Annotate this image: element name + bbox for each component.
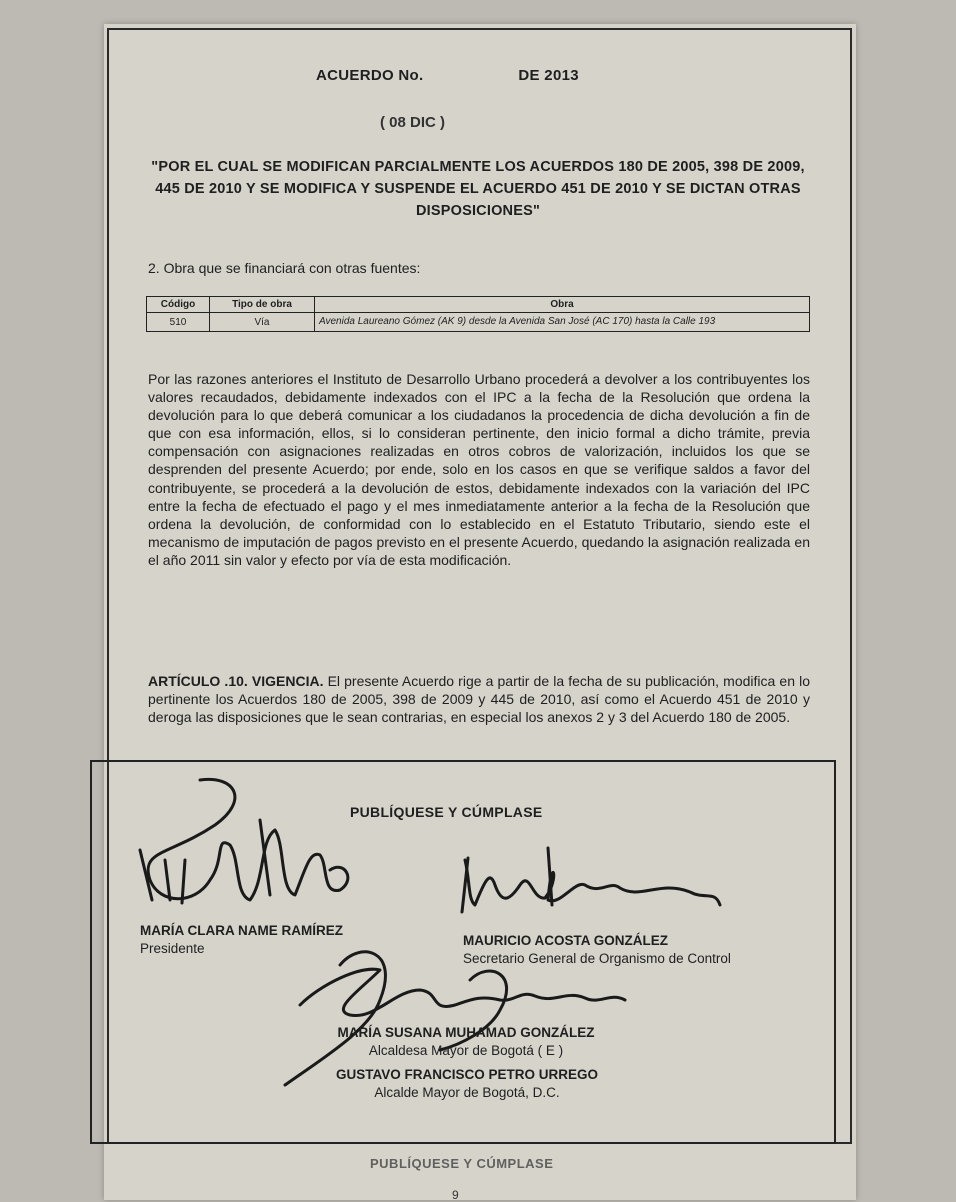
column-header-tipo: Tipo de obra (210, 297, 315, 313)
table-row (147, 313, 810, 332)
signer-presidente (140, 922, 343, 958)
acuerdo-number-stamp (428, 67, 514, 84)
acuerdo-label: ACUERDO No. (316, 67, 424, 84)
signer-name: MARÍA SUSANA MUHAMAD GONZÁLEZ (337, 1025, 595, 1040)
signer-name: GUSTAVO FRANCISCO PETRO URREGO (335, 1067, 598, 1082)
signer-role: Alcalde Mayor de Bogotá, D.C. (374, 1085, 560, 1100)
articulo-text: El presente Acuerdo rige a partir de la fecha de su publicación, modifica en lo pertinente los Acuerdos 180 de 2005, 398 de 2009 y 445 de 2010, así como el Acuerdo 451 de 2010 y deroga las disposiciones que le sean contrarias, en especial los anexos 2 y 3 del Acuerdo 180 de 2005. (148, 673, 810, 726)
body-paragraph: Por las razones anteriores el Instituto de Desarrollo Urbano procederá a devolver a los contribuyentes los valores recaudados, debidamente indexados con el IPC a la fecha de la Resolución que ordena la devolución para lo que deberá comunicar a los ciudadanos la procedencia de dicha devolución a fin de que con esa información, ellos, si lo consideran pertinente, den inicio formal a dicho trámite, previa compensación con asignaciones realizadas en otros cobros de valorización, incluidos los que se desprenden del presente Acuerdo; por ende, solo en los casos en que se verifique saldos a favor del contribuyente, se procederá a la devolución de estos, debidamente indexados con la variación del IPC entre la fecha de efectuado el pago y el mes inmediatamente anterior a la fecha de la Resolución que ordena la devolución, de conformidad con lo establecido en el Estatuto Tributario, siendo este el mecanismo de imputación de pagos previsto en el presente Acuerdo, quedando la asignación realizada en el año 2011 sin valor y efecto por vía de esta modificación. (148, 371, 810, 568)
section-heading: 2. Obra que se financiará con otras fuentes: (148, 260, 421, 276)
signer-alcaldesa (296, 1024, 636, 1060)
signer-alcalde (282, 1066, 652, 1102)
cell-obra: Avenida Laureano Gómez (AK 9) desde la Avenida San José (AC 170) hasta la Calle 193 (315, 313, 810, 332)
signer-name: MAURICIO ACOSTA GONZÁLEZ (463, 933, 668, 948)
cell-tipo: Vía (210, 313, 315, 332)
signer-role: Presidente (140, 941, 205, 956)
articulo-label: ARTÍCULO .10. VIGENCIA. (148, 673, 324, 689)
obras-table (146, 296, 810, 332)
page-number: 9 (452, 1188, 459, 1202)
bleed-through-text: PUBLÍQUESE Y CÚMPLASE (370, 1156, 554, 1171)
acuerdo-year: DE 2013 (518, 67, 579, 84)
signer-role: Secretario General de Organismo de Control (463, 951, 731, 966)
signer-role: Alcaldesa Mayor de Bogotá ( E ) (368, 1043, 564, 1058)
document-title: "POR EL CUAL SE MODIFICAN PARCIALMENTE LOS ACUERDOS 180 DE 2005, 398 DE 2009, 445 DE 2010 Y SE MODIFICA Y SUSPENDE EL ACUERDO 451 DE 2010 Y SE DICTAN OTRAS DISPOSICIONES" (151, 159, 805, 219)
column-header-obra: Obra (315, 297, 810, 313)
acuerdo-header (316, 67, 579, 84)
cell-codigo: 510 (147, 313, 210, 332)
articulo-vigencia (148, 672, 810, 726)
table-header-row (147, 297, 810, 313)
acuerdo-date-stamp: ( 08 DIC ) (380, 114, 446, 131)
closing-formula: PUBLÍQUESE Y CÚMPLASE (350, 804, 543, 820)
signer-secretario (463, 932, 731, 968)
signer-name: MARÍA CLARA NAME RAMÍREZ (140, 923, 343, 938)
column-header-codigo: Código (147, 297, 210, 313)
